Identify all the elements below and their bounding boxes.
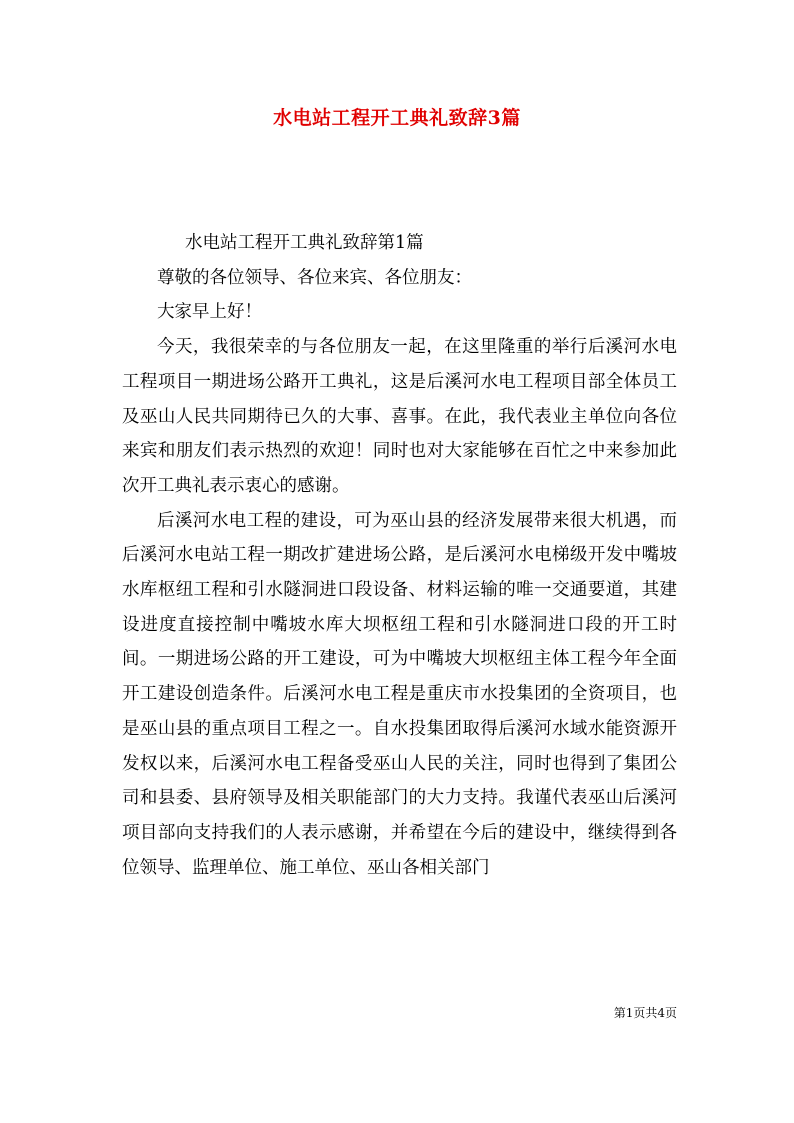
greeting: 大家早上好！ [157, 302, 262, 323]
document-body [122, 226, 677, 885]
page-number: 第1页共4页 [613, 1006, 677, 1020]
salutation: 尊敬的各位领导、各位来宾、各位朋友： [157, 267, 472, 288]
document-title: 水电站工程开工典礼致辞3篇 [273, 107, 521, 129]
section-subtitle: 水电站工程开工典礼致辞第1篇 [185, 233, 424, 253]
paragraph: 后溪河水电工程的建设，可为巫山县的经济发展带来很大机遇，而后溪河水电站工程一期改扩建进场公路，是后溪河水电梯级开发中嘴坡水库枢纽工程和引水隧洞进口段设备、材料运输的唯一交通要道，其建设进度直接控制中嘴坡水库大坝枢纽工程和引水隧洞进口段的开工时间。一期进场公路的开工建设，可为中嘴坡大坝枢纽主体工程今年全面开工建设创造条件。后溪河水电工程是重庆市水投集团的全资项目，也是巫山县的重点项目工程之一。自水投集团取得后溪河水域水能资源开发权以来，后溪河水电工程备受巫山人民的关注，同时也得到了集团公司和县委、县府领导及相关职能部门的大力支持。我谨代表巫山后溪河项目部向支持我们的人表示感谢，并希望在今后的建设中，继续得到各位领导、监理单位、施工单位、巫山各相关部门 [122, 510, 677, 878]
paragraph: 今天，我很荣幸的与各位朋友一起，在这里隆重的举行后溪河水电工程项目一期进场公路开工典礼，这是后溪河水电工程项目部全体员工及巫山人民共同期待已久的大事、喜事。在此，我代表业主单位向各位来宾和朋友们表示热烈的欢迎！同时也对大家能够在百忙之中来参加此次开工典礼表示衷心的感谢。 [122, 337, 677, 496]
